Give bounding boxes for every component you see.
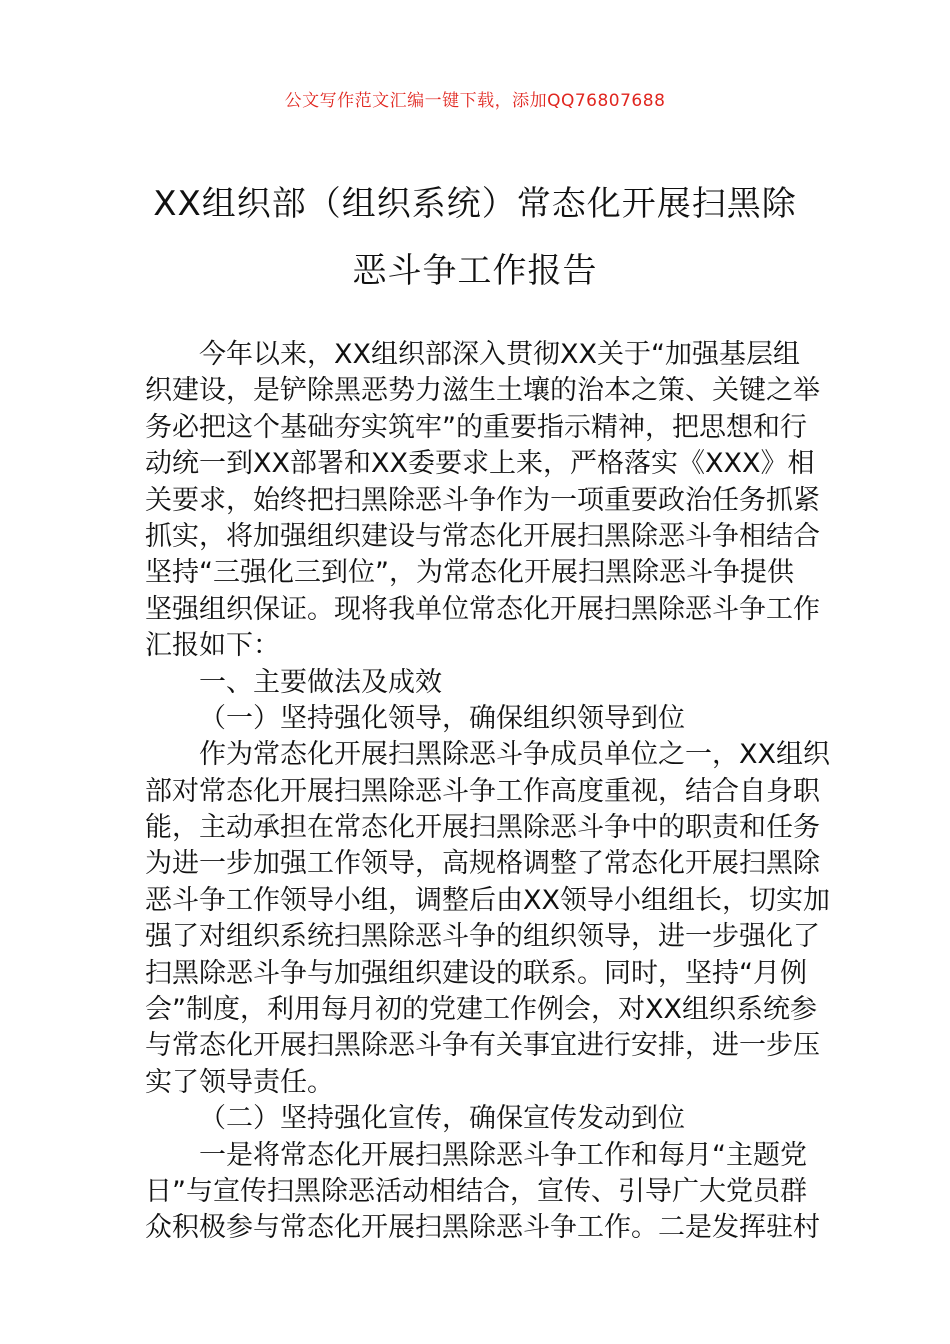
body-line: 织建设，是铲除黑恶势力滋生土壤的治本之策、关键之举 xyxy=(145,375,820,407)
document-body xyxy=(145,337,830,1247)
body-line: 作为常态化开展扫黑除恶斗争成员单位之一，XX组织 xyxy=(199,739,830,771)
subsection-heading: （一）坚持强化领导，确保组织领导到位 xyxy=(199,702,685,734)
subsection-heading: （二）坚持强化宣传，确保宣传发动到位 xyxy=(199,1103,685,1135)
body-line: 部对常态化开展扫黑除恶斗争工作高度重视，结合自身职 xyxy=(145,775,820,807)
document-title-line-2: 恶斗争工作报告 xyxy=(352,251,598,291)
body-line: 强了对组织系统扫黑除恶斗争的组织领导，进一步强化了 xyxy=(145,921,820,953)
body-line: 日”与宣传扫黑除恶活动相结合，宣传、引导广大党员群 xyxy=(145,1175,807,1207)
body-line: 为进一步加强工作领导，高规格调整了常态化开展扫黑除 xyxy=(145,848,820,880)
body-line: 今年以来，XX组织部深入贯彻XX关于“加强基层组 xyxy=(199,339,800,370)
body-line: 能，主动承担在常态化开展扫黑除恶斗争中的职责和任务 xyxy=(145,812,820,844)
download-banner: 公文写作范文汇编一键下载，添加QQ76807688 xyxy=(284,91,666,111)
document-title-line-1: XX组织部（组织系统）常态化开展扫黑除 xyxy=(153,184,797,224)
body-line: 扫黑除恶斗争与加强组织建设的联系。同时，坚持“月例 xyxy=(145,957,807,989)
body-line: 恶斗争工作领导小组，调整后由XX领导小组组长，切实加 xyxy=(145,884,830,916)
section-heading: 一、主要做法及成效 xyxy=(199,666,442,698)
body-line: 关要求，始终把扫黑除恶斗争作为一项重要政治任务抓紧 xyxy=(145,484,820,516)
body-line: 会”制度，利用每月初的党建工作例会，对XX组织系统参 xyxy=(145,994,817,1026)
body-line: 动统一到XX部署和XX委要求上来，严格落实《XXX》相 xyxy=(145,448,815,480)
body-line: 汇报如下： xyxy=(145,630,280,662)
body-line: 与常态化开展扫黑除恶斗争有关事宜进行安排，进一步压 xyxy=(145,1030,820,1062)
body-line: 抓实，将加强组织建设与常态化开展扫黑除恶斗争相结合 xyxy=(145,520,820,552)
body-line: 一是将常态化开展扫黑除恶斗争工作和每月“主题党 xyxy=(199,1139,807,1171)
body-line: 坚持“三强化三到位”，为常态化开展扫黑除恶斗争提供 xyxy=(145,557,794,589)
body-line: 务必把这个基础夯实筑牢”的重要指示精神，把思想和行 xyxy=(145,411,807,443)
body-line: 坚强组织保证。现将我单位常态化开展扫黑除恶斗争工作 xyxy=(145,593,820,625)
body-line: 实了领导责任。 xyxy=(145,1066,334,1098)
body-line: 众积极参与常态化开展扫黑除恶斗争工作。二是发挥驻村 xyxy=(145,1212,820,1244)
